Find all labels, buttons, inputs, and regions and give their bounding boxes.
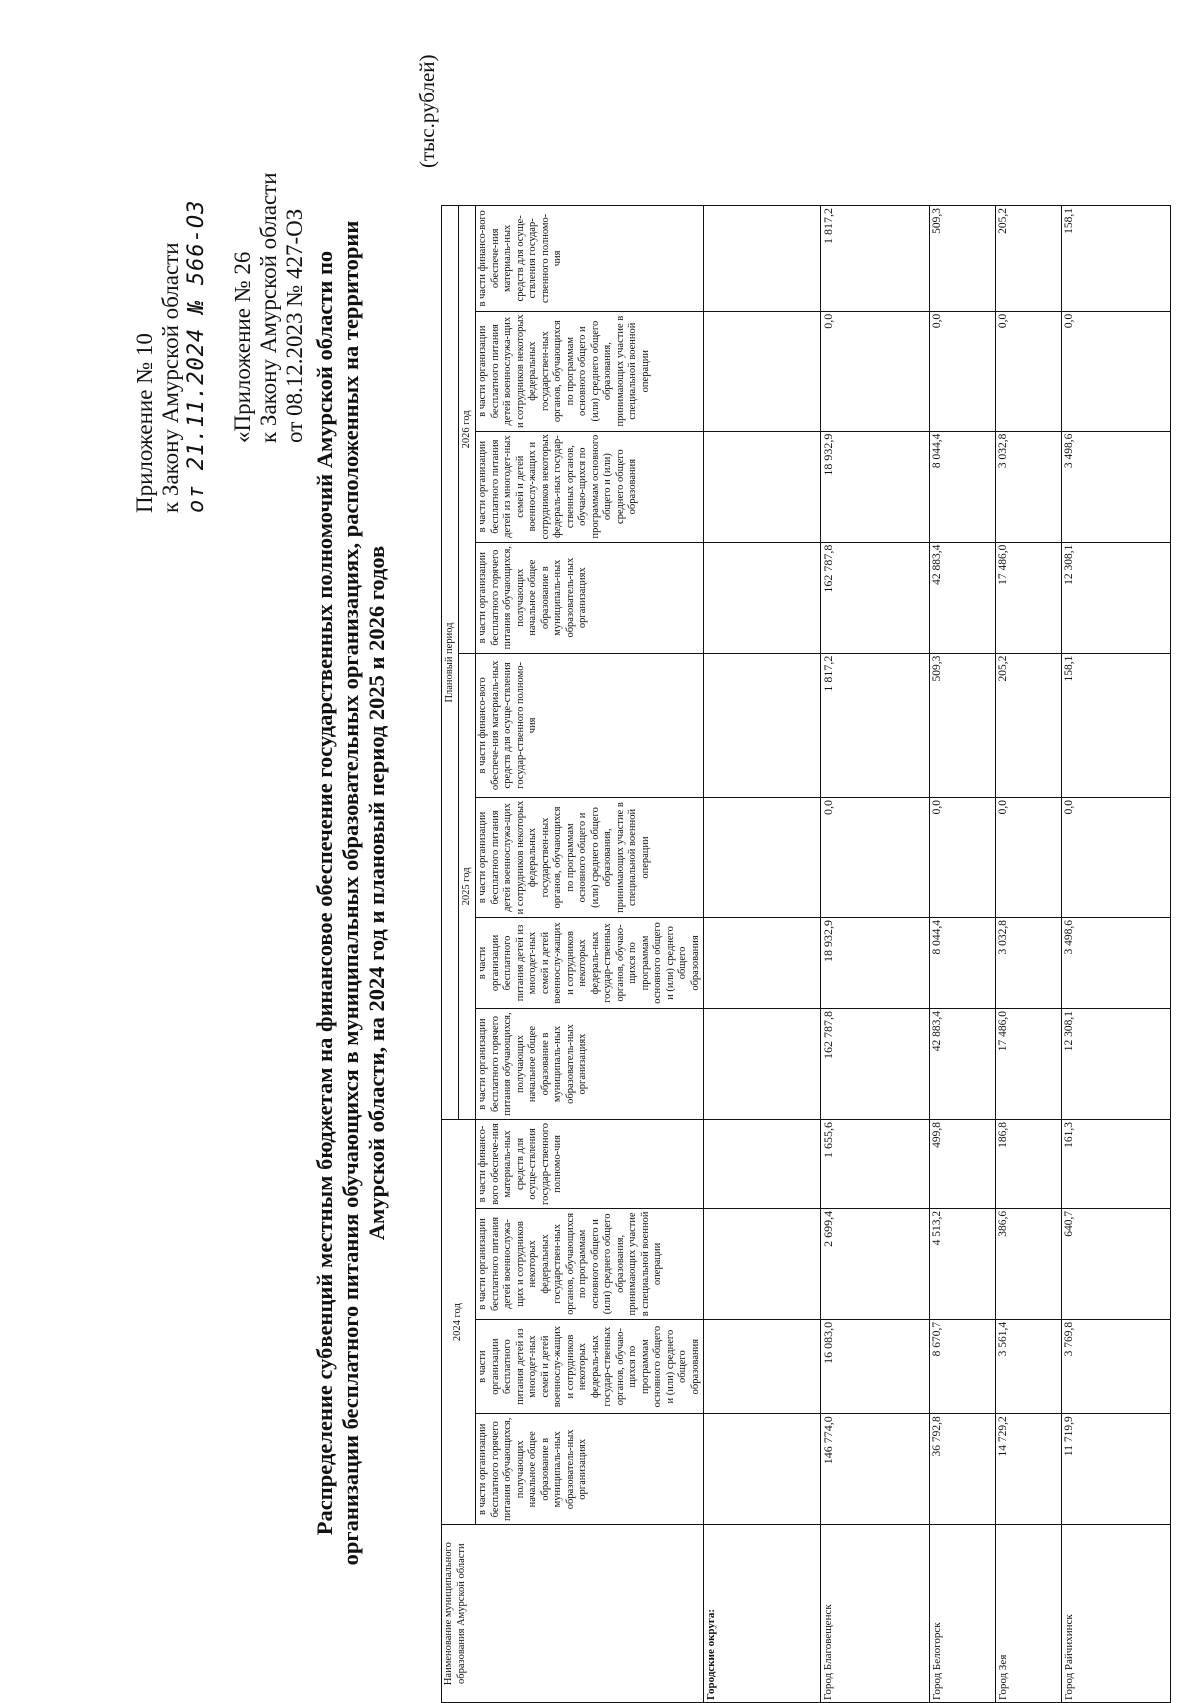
cell: 158,1 [1061, 653, 1170, 797]
previous-appendix-law: к Закону Амурской области [256, 172, 281, 443]
cell [704, 206, 821, 312]
cell: 2 699,4 [820, 1208, 929, 1319]
document-title [312, 203, 390, 1583]
previous-appendix-stamp [230, 172, 308, 443]
col-2024-large-families: в части организации бесплатного питания детей из многодет-ных семей и детей военнослу-жащих и сотрудников некоторых федераль-ных государ-ственных органов, обучаю-щихся по программам основного общего и (или) среднего общего образования [476, 1319, 704, 1413]
title-line-2: организации бесплатного питания обучающихся в муниципальных образовательных организациях, расположенных на территории [338, 220, 363, 1566]
cell: 4 513,2 [930, 1208, 996, 1319]
cell: 3 032,8 [995, 917, 1061, 1008]
cell: 509,3 [930, 653, 996, 797]
cell: 16 083,0 [820, 1319, 929, 1413]
cell: 11 719,9 [1061, 1414, 1170, 1525]
cell: 0,0 [995, 798, 1061, 918]
cell: 3 498,6 [1061, 431, 1170, 542]
appendix-number: Приложение № 10 [132, 333, 157, 513]
cell: 0,0 [995, 311, 1061, 431]
cell: 162 787,8 [820, 542, 929, 653]
cell: 12 308,1 [1061, 542, 1170, 653]
cell: 12 308,1 [1061, 1009, 1170, 1120]
cell: 0,0 [820, 798, 929, 918]
cell [704, 311, 821, 431]
col-2025-large-families: в части организации бесплатного питания детей из многодет-ных семей и детей военнослу-жащих и сотрудников некоторых федераль-ных государ-ственных органов, обучаю-щихся по программам основного общего и (или) среднего общего образования [476, 917, 704, 1008]
cell [704, 917, 821, 1008]
row-name: Город Белогорск [930, 1525, 996, 1703]
col-2025-svo: в части организации бесплатного питания детей военнослужа-щих и сотрудников некоторых федеральных государствен-ных органов, обучающихся по программам основного общего и (или) среднего общего образования, принимающих участие в специальной военной операции [476, 798, 704, 918]
table-row [820, 206, 929, 1703]
col-2026-svo: в части организации бесплатного питания детей военнослужа-щих и сотрудников некоторых федеральных государствен-ных органов, обучающихся по программам основного общего и (или) среднего общего образования, принимающих участие в специальной военной операции [476, 311, 704, 431]
cell: 36 792,8 [930, 1414, 996, 1525]
cell: 0,0 [930, 311, 996, 431]
cell [704, 1120, 821, 1209]
cell: 0,0 [930, 798, 996, 918]
cell [704, 431, 821, 542]
table-row [1061, 206, 1170, 1703]
cell: 0,0 [820, 311, 929, 431]
cell: 146 774,0 [820, 1414, 929, 1525]
cell: 499,8 [930, 1120, 996, 1209]
cell: 162 787,8 [820, 1009, 929, 1120]
title-line-3: Амурской области, на 2024 год и плановый период 2025 и 2026 годов [364, 545, 389, 1241]
cell: 0,0 [1061, 798, 1170, 918]
cell: 186,8 [995, 1120, 1061, 1209]
col-2026-large-families: в части организации бесплатного питания детей из многодет-ных семей и детей военнослу-жащих и сотрудников некоторых федераль-ных государ-ственных органов, обучаю-щихся по программам основного общего и (или) среднего общего образования [476, 431, 704, 542]
cell: 1 655,6 [820, 1120, 929, 1209]
cell: 17 486,0 [995, 542, 1061, 653]
cell [704, 1414, 821, 1525]
cell: 18 932,9 [820, 917, 929, 1008]
cell: 42 883,4 [930, 1009, 996, 1120]
title-line-1: Распределение субвенций местным бюджетам на финансовое обеспечение государственных полномочий Амурской области по [312, 250, 337, 1536]
cell: 14 729,2 [995, 1414, 1061, 1525]
table-row [930, 206, 996, 1703]
year-2025-header: 2025 год [459, 653, 476, 1119]
cell: 3 498,6 [1061, 917, 1170, 1008]
col-2024-hot-meals: в части организации бесплатного горячего питания обучающихся, получающих начальное общее образование в муниципаль-ных образователь-ных организациях [476, 1414, 704, 1525]
cell: 3 561,4 [995, 1319, 1061, 1413]
cell [704, 653, 821, 797]
cell: 8 670,7 [930, 1319, 996, 1413]
row-name: Город Райчихинск [1061, 1525, 1170, 1703]
year-2024-header: 2024 год [442, 1120, 476, 1525]
cell: 3 032,8 [995, 431, 1061, 542]
cell: 18 932,9 [820, 431, 929, 542]
previous-appendix-number: «Приложение № 26 [230, 251, 255, 443]
cell: 509,3 [930, 206, 996, 312]
cell [704, 1319, 821, 1413]
appendix-date-handwritten: от 21.11.2024 № 566-ОЗ [184, 199, 209, 513]
cell: 161,3 [1061, 1120, 1170, 1209]
cell: 386,6 [995, 1208, 1061, 1319]
cell: 205,2 [995, 653, 1061, 797]
planned-period-header: Плановый период [442, 206, 459, 1120]
cell: 1 817,2 [820, 653, 929, 797]
cell: 8 044,4 [930, 917, 996, 1008]
units-label: (тыс.рублей) [415, 54, 439, 168]
table-row [995, 206, 1061, 1703]
col-2024-svo: в части организации бесплатного питания детей военнослужа-щих и сотрудников некоторых федеральных государствен-ных органов, обучающихся по программам основного общего и (или) среднего общего образования, принимающих участие в специальной военной операции [476, 1208, 704, 1319]
cell: 17 486,0 [995, 1009, 1061, 1120]
cell: 3 769,8 [1061, 1319, 1170, 1413]
cell: 158,1 [1061, 206, 1170, 312]
table-row-group [704, 206, 821, 1703]
cell: 0,0 [1061, 311, 1170, 431]
year-2026-header: 2026 год [459, 206, 476, 654]
col-2026-material: в части финансо-вого обеспече-ния материаль-ных средств для осуще-ствления государ-ственного полномо-чия [476, 206, 704, 312]
cell: 42 883,4 [930, 542, 996, 653]
subsidy-table [441, 205, 1171, 1703]
col-2025-material: в части финансо-вого обеспече-ния материаль-ных средств для осуще-ствления государ-ственного полномо-чия [476, 653, 704, 797]
appendix-law: к Закону Амурской области [158, 242, 183, 513]
row-name: Городские округа: [704, 1525, 821, 1703]
row-name: Город Благовещенск [820, 1525, 929, 1703]
cell [704, 798, 821, 918]
cell [704, 1208, 821, 1319]
name-column-header: Наименование муниципального образования Амурской области [442, 1525, 704, 1703]
cell [704, 542, 821, 653]
previous-appendix-date: от 08.12.2023 № 427-ОЗ [282, 208, 307, 443]
row-name: Город Зея [995, 1525, 1061, 1703]
col-2026-hot-meals: в части организации бесплатного горячего питания обучающихся, получающих начальное общее образование в муниципаль-ных образователь-ных организациях [476, 542, 704, 653]
cell [704, 1009, 821, 1120]
cell: 205,2 [995, 206, 1061, 312]
cell: 1 817,2 [820, 206, 929, 312]
col-2024-material: в части финансо-вого обеспече-ния материаль-ных средств для осуще-ствления государ-ственного полномо-чия [476, 1120, 704, 1209]
appendix-stamp [132, 200, 210, 513]
cell: 640,7 [1061, 1208, 1170, 1319]
col-2025-hot-meals: в части организации бесплатного горячего питания обучающихся, получающих начальное общее образование в муниципаль-ных образователь-ных организациях [476, 1009, 704, 1120]
cell: 8 044,4 [930, 431, 996, 542]
